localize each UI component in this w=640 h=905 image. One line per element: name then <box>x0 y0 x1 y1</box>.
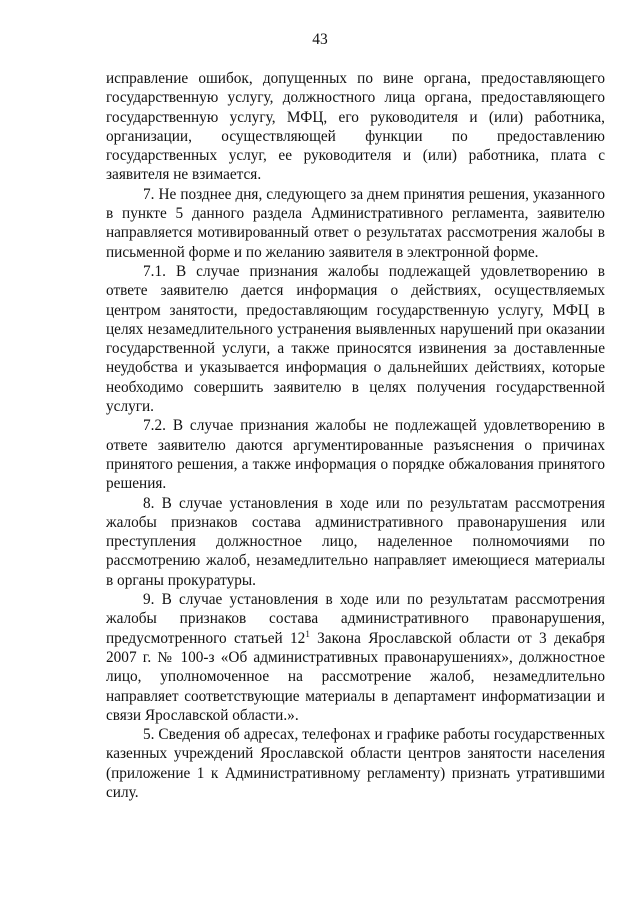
article-superscript: 1 <box>305 628 310 639</box>
paragraph-item-5: 5. Сведения об адресах, телефонах и графике работы государственных казенных учреждений Ярославской области центров занятости населения (приложение 1 к Административному регламенту) признать утратившими силу. <box>106 726 605 801</box>
paragraph-item-7-2: 7.2. В случае признания жалобы не подлежащей удовлетворению в ответе заявителю даются аргументированные разъяснения о причинах принятого решения, а также информация о порядке обжалования принятого решения. <box>106 417 605 493</box>
paragraph-item-9-text-end: Закона Ярославской области от 3 декабря 2007 г. № 100-з «Об административных правонарушениях», должностное лицо, уполномоченное на рассмотрение жалоб, незамедлительно направляет соответствующие материалы в департамент информатизации и связи Ярославской области.». <box>106 629 605 724</box>
paragraph-continuation: исправление ошибок, допущенных по вине органа, предоставляющего государственную услугу, должностного лица органа, предоставляющего государственную услугу, МФЦ, его руководителя и (или) работника, организации, осуществляющей функции по предоставлению государственных услуг, ее руководителя и (или) работника, плата с заявителя не взимается. <box>106 70 605 184</box>
page-number: 43 <box>312 31 328 48</box>
paragraph-item-8: 8. В случае установления в ходе или по результатам рассмотрения жалобы признаков состава административного правонарушения или преступления должностное лицо, наделенное полномочиями по рассмотрению жалоб, незамедлительно направляет имеющиеся материалы в органы прокуратуры. <box>106 494 605 589</box>
document-body <box>106 69 605 802</box>
paragraph-item-7-1: 7.1. В случае признания жалобы подлежащей удовлетворению в ответе заявителю дается информация о действиях, осуществляемых центром занятости, предоставляющим государственную услугу, МФЦ в целях незамедлительного устранения выявленных нарушений при оказании государственной услуги, а также приносятся извинения за доставленные неудобства и указывается информация о дальнейших действиях, которые необходимо совершить заявителю в целях получения государственной услуги. <box>106 262 605 416</box>
paragraph-item-9-text-start: 9. В случае установления в ходе или по результатам рассмотрения жалобы признаков состава административного правонарушения, предусмотренного статьей 12 <box>106 591 605 647</box>
paragraph-item-7: 7. Не позднее дня, следующего за днем принятия решения, указанного в пункте 5 данного раздела Административного регламента, заявителю направляется мотивированный ответ о результатах рассмотрения жалобы в письменной форме и по желанию заявителя в электронной форме. <box>106 185 605 261</box>
paragraph-item-9 <box>106 590 605 725</box>
